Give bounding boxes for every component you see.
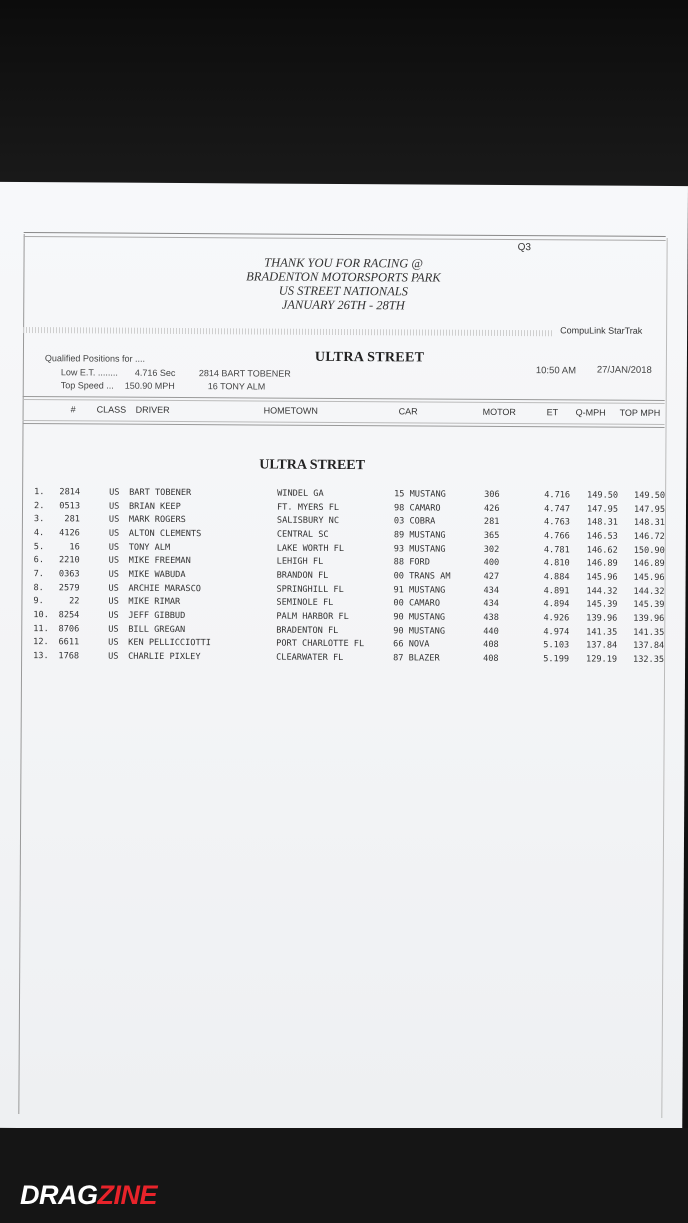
cell-motor: 400 [483, 558, 500, 569]
cell-num: 281 [64, 514, 80, 525]
cell-num: 22 [69, 596, 80, 607]
cell-et: 4.894 [543, 599, 570, 610]
cell-qmph: 139.96 [586, 613, 618, 624]
cell-driver: TONY ALM [128, 542, 171, 553]
cell-et: 5.199 [543, 654, 570, 665]
top-speed-label: Top Speed ... [60, 380, 114, 391]
logo-part-drag: DRAG [20, 1180, 98, 1210]
cell-pos: 3. [33, 514, 45, 525]
cell-qmph: 137.84 [586, 640, 618, 651]
cell-topmph: 146.72 [633, 531, 665, 542]
thanks-line-4: JANUARY 26TH - 28TH [281, 297, 405, 313]
col-header-car: CAR [398, 406, 418, 417]
cell-home: BRADENTON FL [276, 625, 339, 636]
cell-cls: US [109, 487, 120, 498]
cell-home: SPRINGHILL FL [276, 584, 344, 595]
cell-et: 4.884 [543, 572, 570, 583]
cell-car: 91 MUSTANG [393, 584, 446, 596]
cell-qmph: 145.39 [586, 599, 618, 610]
cell-qmph: 146.89 [586, 558, 618, 569]
cell-car: 90 MUSTANG [393, 625, 446, 637]
cell-home: LAKE WORTH FL [276, 543, 345, 554]
cell-topmph: 145.96 [633, 572, 665, 583]
cell-pos: 2. [33, 500, 45, 511]
cell-home: PALM HARBOR FL [276, 611, 349, 622]
cell-et: 4.810 [543, 558, 570, 569]
cell-cls: US [108, 637, 119, 648]
cell-topmph: 139.96 [633, 613, 665, 624]
cell-qmph: 147.95 [586, 504, 619, 515]
cell-driver: MIKE WABUDA [128, 569, 186, 580]
cell-qmph: 149.50 [587, 490, 619, 501]
class-title: ULTRA STREET [314, 349, 425, 366]
cell-et: 4.926 [543, 613, 570, 624]
cell-car: 00 CAMARO [393, 598, 441, 609]
cell-pos: 8. [33, 582, 44, 593]
cell-et: 4.766 [543, 531, 570, 542]
cell-motor: 302 [483, 544, 500, 555]
cell-num: 1768 [58, 651, 80, 662]
cell-home: SALISBURY NC [276, 515, 340, 527]
cell-car: 90 MUSTANG [393, 612, 446, 623]
cell-cls: US [108, 555, 120, 566]
cell-motor: 434 [483, 599, 499, 610]
cell-home: BRANDON FL [276, 570, 329, 581]
cell-qmph: 148.31 [586, 517, 618, 528]
cell-driver: MIKE FREEMAN [128, 555, 191, 567]
cell-motor: 438 [483, 612, 499, 623]
cell-driver: BILL GREGAN [128, 624, 186, 635]
cell-topmph: 149.50 [634, 490, 666, 501]
col-header-qmph: Q-MPH [575, 407, 606, 418]
col-header-number: # [70, 404, 76, 415]
cell-cls: US [108, 569, 120, 580]
cell-car: 15 MUSTANG [394, 489, 446, 500]
cell-home: WINDEL GA [277, 488, 324, 499]
cell-cls: US [108, 583, 119, 594]
cell-driver: ALTON CLEMENTS [128, 528, 202, 540]
timing-system-label: CompuLink StarTrak [560, 325, 643, 336]
cell-car: 88 FORD [393, 557, 430, 568]
session-label: Q3 [517, 242, 531, 254]
cell-et: 4.891 [543, 585, 570, 596]
cell-topmph: 137.84 [633, 640, 665, 652]
cell-num: 0513 [59, 500, 81, 512]
cell-num: 2210 [58, 555, 80, 566]
cell-motor: 408 [483, 653, 499, 664]
cell-car: 93 MUSTANG [393, 543, 446, 555]
cell-driver: KEN PELLICCIOTTI [128, 637, 212, 649]
logo-part-zine: ZINE [97, 1180, 158, 1210]
col-header-motor: MOTOR [482, 406, 516, 418]
cell-pos: 4. [33, 528, 45, 539]
cell-home: SEMINOLE FL [276, 597, 334, 609]
cell-car: 03 COBRA [393, 516, 436, 527]
cell-pos: 5. [33, 541, 45, 552]
cell-home: FT. MYERS FL [276, 502, 340, 513]
cell-qmph: 129.19 [586, 654, 618, 665]
cell-num: 2814 [59, 487, 81, 498]
cell-home: PORT CHARLOTTE FL [276, 638, 365, 650]
cell-cls: US [108, 514, 120, 525]
cell-et: 4.747 [544, 503, 571, 515]
cell-car: 89 MUSTANG [393, 530, 446, 541]
cell-et: 4.763 [544, 517, 570, 528]
cell-et: 4.716 [544, 490, 571, 501]
cell-car: 87 BLAZER [393, 653, 440, 664]
cell-pos: 9. [33, 596, 44, 607]
cell-topmph: 148.31 [633, 518, 665, 529]
cell-driver: ARCHIE MARASCO [128, 583, 201, 594]
cell-motor: 427 [483, 571, 500, 582]
cell-cls: US [108, 651, 119, 662]
cell-topmph: 146.89 [633, 559, 665, 570]
col-header-et: ET [546, 407, 559, 418]
low-et-label: Low E.T. ........ [60, 367, 118, 378]
cell-pos: 6. [33, 555, 45, 566]
cell-pos: 10. [33, 609, 49, 621]
cell-et: 4.974 [543, 626, 570, 637]
cell-motor: 426 [483, 503, 500, 514]
cell-home: CLEARWATER FL [276, 652, 344, 663]
cell-cls: US [108, 596, 119, 607]
col-header-hometown: HOMETOWN [263, 405, 318, 416]
cell-pos: 12. [33, 637, 49, 648]
section-title: ULTRA STREET [259, 457, 366, 474]
cell-num: 8254 [58, 610, 80, 621]
top-speed-value: 150.90 MPH [124, 380, 175, 391]
thanks-line-3: US STREET NATIONALS [278, 283, 408, 299]
cell-et: 5.103 [543, 640, 570, 651]
cell-num: 8706 [58, 623, 80, 634]
cell-num: 0363 [58, 569, 80, 580]
col-header-driver: DRIVER [135, 404, 170, 415]
thanks-line-2: BRADENTON MOTORSPORTS PARK [246, 269, 441, 285]
cell-topmph: 150.90 [633, 545, 665, 556]
cell-pos: 13. [33, 650, 49, 662]
cell-home: CENTRAL SC [276, 529, 329, 540]
col-header-class: CLASS [96, 404, 127, 415]
cell-cls: US [108, 610, 119, 621]
cell-driver: MIKE RIMAR [128, 596, 181, 608]
cell-cls: US [108, 624, 119, 635]
top-speed-holder: 16 TONY ALM [207, 381, 266, 392]
low-et-holder: 2814 BART TOBENER [198, 368, 291, 379]
background-top [0, 0, 688, 190]
cell-motor: 440 [483, 626, 499, 637]
cell-home: LEHIGH FL [276, 556, 324, 568]
cell-qmph: 146.53 [586, 531, 618, 542]
cell-topmph: 147.95 [633, 504, 666, 515]
cell-driver: BART TOBENER [129, 487, 192, 499]
cell-driver: MARK ROGERS [128, 514, 186, 526]
col-header-topmph: TOP MPH [619, 407, 661, 418]
cell-motor: 306 [484, 489, 500, 500]
dragzine-logo [20, 1180, 157, 1211]
cell-qmph: 144.32 [586, 586, 618, 597]
results-sheet [0, 182, 688, 1132]
cell-car: 66 NOVA [393, 639, 430, 650]
cell-motor: 434 [483, 585, 500, 596]
cell-cls: US [108, 528, 120, 539]
print-date: 27/JAN/2018 [596, 364, 652, 376]
cell-qmph: 145.96 [586, 572, 618, 583]
cell-motor: 281 [483, 517, 500, 528]
cell-topmph: 145.39 [633, 599, 665, 611]
thanks-line-1: THANK YOU FOR RACING @ [264, 255, 423, 271]
cell-qmph: 141.35 [586, 626, 618, 638]
cell-driver: JEFF GIBBUD [128, 610, 186, 621]
cell-driver: BRIAN KEEP [128, 501, 181, 512]
low-et-value: 4.716 Sec [134, 367, 176, 378]
cell-pos: 7. [33, 569, 45, 580]
cell-car: 98 CAMARO [393, 502, 441, 514]
cell-cls: US [108, 501, 120, 512]
cell-cls: US [108, 542, 120, 553]
cell-qmph: 146.62 [586, 545, 618, 556]
cell-topmph: 132.35 [633, 654, 665, 665]
print-time: 10:50 AM [535, 365, 577, 377]
cell-motor: 408 [483, 639, 499, 651]
qualified-label: Qualified Positions for .... [44, 353, 146, 364]
cell-pos: 1. [34, 487, 45, 498]
cell-car: 00 TRANS AM [393, 571, 451, 582]
cell-num: 2579 [58, 582, 80, 593]
cell-topmph: 141.35 [633, 627, 665, 638]
cell-num: 4126 [59, 528, 80, 539]
cell-topmph: 144.32 [633, 586, 665, 597]
cell-motor: 365 [483, 530, 500, 541]
cell-num: 16 [69, 541, 80, 552]
cell-et: 4.781 [543, 544, 570, 555]
cell-driver: CHARLIE PIXLEY [128, 651, 201, 662]
cell-num: 6611 [58, 637, 80, 648]
cell-pos: 11. [33, 623, 49, 634]
